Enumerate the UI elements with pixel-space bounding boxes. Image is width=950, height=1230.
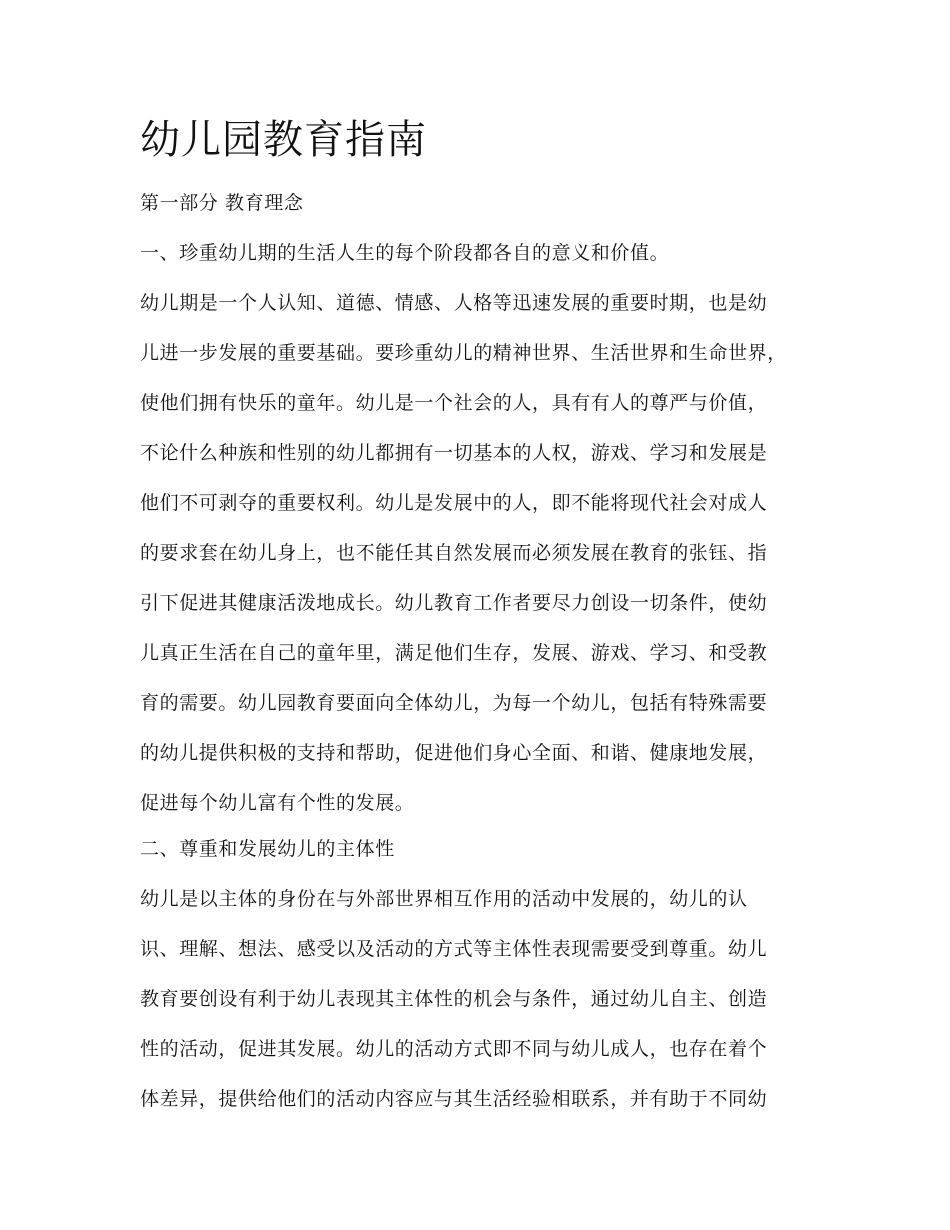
paragraph-line: 幼儿期是一个人认知、道德、情感、人格等迅速发展的重要时期，也是幼 xyxy=(140,292,768,314)
paragraph-line: 他们不可剥夺的重要权利。幼儿是发展中的人，即不能将现代社会对成人 xyxy=(140,492,768,514)
paragraph-line: 体差异，提供给他们的活动内容应与其生活经验相联系，并有助于不同幼 xyxy=(140,1088,768,1110)
paragraph-line: 儿真正生活在自己的童年里，满足他们生存，发展、游戏、学习、和受教 xyxy=(140,642,768,664)
section-heading-1: 一、珍重幼儿期的生活人生的每个阶段都各自的意义和价值。 xyxy=(140,242,670,264)
paragraph-line: 性的活动，促进其发展。幼儿的活动方式即不同与幼儿成人，也存在着个 xyxy=(140,1038,768,1060)
paragraph-line: 儿进一步发展的重要基础。要珍重幼儿的精神世界、生活世界和生命世界， xyxy=(140,342,787,364)
paragraph-line: 的幼儿提供积极的支持和帮助，促进他们身心全面、和谐、健康地发展， xyxy=(140,742,768,764)
paragraph-line: 幼儿是以主体的身份在与外部世界相互作用的活动中发展的，幼儿的认 xyxy=(140,888,748,910)
paragraph-line: 引下促进其健康活泼地成长。幼儿教育工作者要尽力创设一切条件，使幼 xyxy=(140,592,768,614)
paragraph-line: 育的需要。幼儿园教育要面向全体幼儿，为每一个幼儿，包括有特殊需要 xyxy=(140,692,768,714)
document-title: 幼儿园教育指南 xyxy=(140,117,427,163)
section-heading-2: 二、尊重和发展幼儿的主体性 xyxy=(140,838,395,860)
part-heading: 第一部分 教育理念 xyxy=(140,192,304,214)
paragraph-line: 不论什么种族和性别的幼儿都拥有一切基本的人权，游戏、学习和发展是 xyxy=(140,442,768,464)
paragraph-line: 的要求套在幼儿身上，也不能任其自然发展而必须发展在教育的张钰、指 xyxy=(140,542,768,564)
paragraph-line: 促进每个幼儿富有个性的发展。 xyxy=(140,792,415,814)
paragraph-line: 使他们拥有快乐的童年。幼儿是一个社会的人，具有有人的尊严与价值， xyxy=(140,392,768,414)
paragraph-line: 识、理解、想法、感受以及活动的方式等主体性表现需要受到尊重。幼儿 xyxy=(140,938,768,960)
paragraph-line: 教育要创设有利于幼儿表现其主体性的机会与条件，通过幼儿自主、创造 xyxy=(140,988,768,1010)
